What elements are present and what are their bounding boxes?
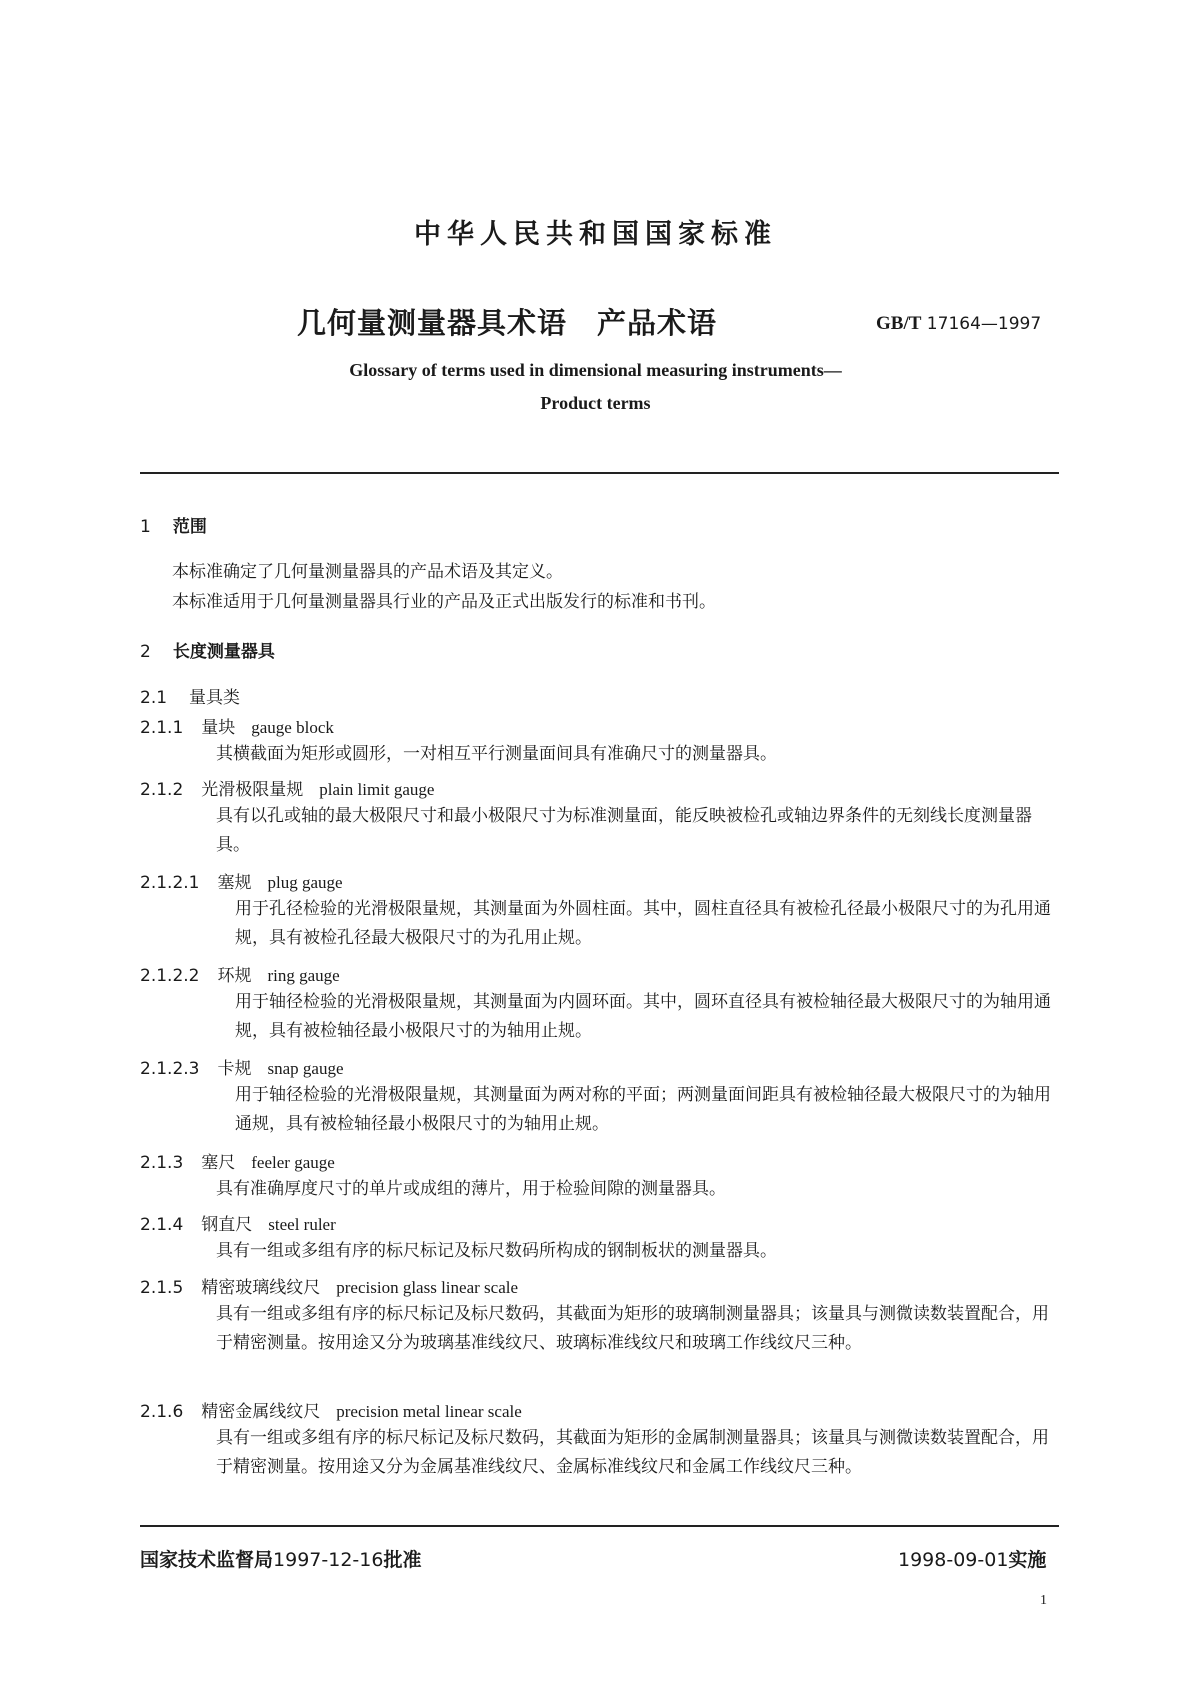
term-name-cn: 精密玻璃线纹尺: [201, 1278, 321, 1298]
term-entry-heading: [140, 1054, 344, 1079]
term-name-cn: 光滑极限量规: [201, 780, 304, 800]
term-name-en: plug gauge: [267, 873, 343, 892]
approval-date: 1997-12-16: [273, 1549, 384, 1571]
term-number: 2.1.6: [140, 1402, 184, 1422]
term-definition: 用于孔径检验的光滑极限量规，其测量面为外圆柱面。其中，圆柱直径具有被检孔径最小极限尺寸的为孔用通规，具有被检孔径最大极限尺寸的为孔用止规。: [235, 899, 1051, 948]
header-divider: [140, 472, 1059, 474]
approval-suffix: 批准: [383, 1549, 422, 1571]
section-2-heading: [140, 637, 275, 662]
standard-number-prefix: GB/T: [876, 313, 922, 334]
term-entry-heading: [140, 868, 343, 893]
term-definition: 用于轴径检验的光滑极限量规，其测量面为两对称的平面；两测量面间距具有被检轴径最大极限尺寸的为轴用通规，具有被检轴径最小极限尺寸的为轴用止规。: [235, 1085, 1051, 1134]
effective-suffix: 实施: [1008, 1549, 1047, 1571]
effective-date: 1998-09-01: [898, 1549, 1009, 1571]
term-definition: 具有一组或多组有序的标尺标记及标尺数码，其截面为矩形的金属制测量器具；该量具与测微读数装置配合，用于精密测量。按用途又分为金属基准线纹尺、金属标准线纹尺和金属工作线纹尺三种。: [216, 1428, 1049, 1477]
term-name-en: precision glass linear scale: [336, 1278, 519, 1297]
term-name-en: feeler gauge: [251, 1153, 335, 1172]
term-name-en: snap gauge: [267, 1059, 344, 1078]
term-number: 2.1.2.3: [140, 1059, 200, 1079]
term-name-cn: 钢直尺: [201, 1215, 253, 1235]
term-number: 2.1.2: [140, 780, 184, 800]
term-definition: 具有一组或多组有序的标尺标记及标尺数码所构成的钢制板状的测量器具。: [216, 1241, 777, 1261]
term-entry-heading: [140, 1397, 522, 1422]
term-entry-heading: [140, 1210, 336, 1235]
term-name-en: precision metal linear scale: [336, 1402, 522, 1421]
term-number: 2.1.5: [140, 1278, 184, 1298]
term-number: 2.1.2.2: [140, 966, 200, 986]
term-entry-heading: [140, 1148, 335, 1173]
term-name-cn: 卡规: [217, 1059, 252, 1079]
document-title-cn: 几何量测量器具术语 产品术语: [297, 306, 718, 340]
section-2-title: 长度测量器具: [172, 642, 275, 662]
section-1-heading: [140, 512, 207, 537]
term-number: 2.1.2.1: [140, 873, 200, 893]
subsection-title: 量具类: [189, 688, 241, 708]
national-standard-title: 中华人民共和国国家标准: [414, 219, 777, 250]
section-2-number: 2: [140, 642, 151, 662]
term-name-cn: 塞尺: [201, 1153, 236, 1173]
approval-organization: 国家技术监督局: [140, 1549, 274, 1571]
term-name-en: steel ruler: [268, 1215, 336, 1234]
document-title-en-line2: Product terms: [540, 393, 651, 413]
term-definition: 具有以孔或轴的最大极限尺寸和最小极限尺寸为标准测量面，能反映被检孔或轴边界条件的无刻线长度测量器具。: [216, 806, 1032, 855]
section-1-title: 范围: [172, 517, 207, 537]
term-name-en: plain limit gauge: [319, 780, 435, 799]
section-1-paragraph: 本标准适用于几何量测量器具行业的产品及正式出版发行的标准和书刊。: [172, 592, 716, 612]
term-number: 2.1.3: [140, 1153, 184, 1173]
approval-line: [140, 1545, 421, 1572]
section-1-paragraph: 本标准确定了几何量测量器具的产品术语及其定义。: [172, 562, 563, 582]
standard-number-rest: 17164—1997: [921, 314, 1042, 334]
term-definition: 其横截面为矩形或圆形，一对相互平行测量面间具有准确尺寸的测量器具。: [216, 744, 777, 764]
page-number: 1: [1040, 1593, 1047, 1608]
term-number: 2.1.4: [140, 1215, 184, 1235]
term-name-cn: 环规: [217, 966, 252, 986]
term-entry-heading: [140, 713, 334, 738]
term-name-cn: 量块: [201, 718, 236, 738]
term-definition: 用于轴径检验的光滑极限量规，其测量面为内圆环面。其中，圆环直径具有被检轴径最大极限尺寸的为轴用通规，具有被检轴径最小极限尺寸的为轴用止规。: [235, 992, 1051, 1041]
term-entry-heading: [140, 775, 434, 800]
term-definition: 具有准确厚度尺寸的单片或成组的薄片，用于检验间隙的测量器具。: [216, 1179, 726, 1199]
document-title-en-line1: Glossary of terms used in dimensional measuring instruments—: [349, 360, 842, 380]
subsection-number: 2.1: [140, 688, 168, 708]
term-name-cn: 精密金属线纹尺: [201, 1402, 321, 1422]
footer-divider: [140, 1525, 1059, 1527]
term-entry-heading: [140, 1273, 518, 1298]
term-name-en: ring gauge: [267, 966, 340, 985]
term-name-cn: 塞规: [217, 873, 252, 893]
term-definition: 具有一组或多组有序的标尺标记及标尺数码，其截面为矩形的玻璃制测量器具；该量具与测微读数装置配合，用于精密测量。按用途又分为玻璃基准线纹尺、玻璃标准线纹尺和玻璃工作线纹尺三种。: [216, 1304, 1049, 1353]
effective-line: [898, 1545, 1046, 1572]
standard-number: [876, 312, 1041, 335]
term-number: 2.1.1: [140, 718, 184, 738]
term-name-en: gauge block: [251, 718, 334, 737]
term-entry-heading: [140, 961, 340, 986]
section-1-number: 1: [140, 517, 151, 537]
subsection-2-1-heading: [140, 683, 240, 708]
